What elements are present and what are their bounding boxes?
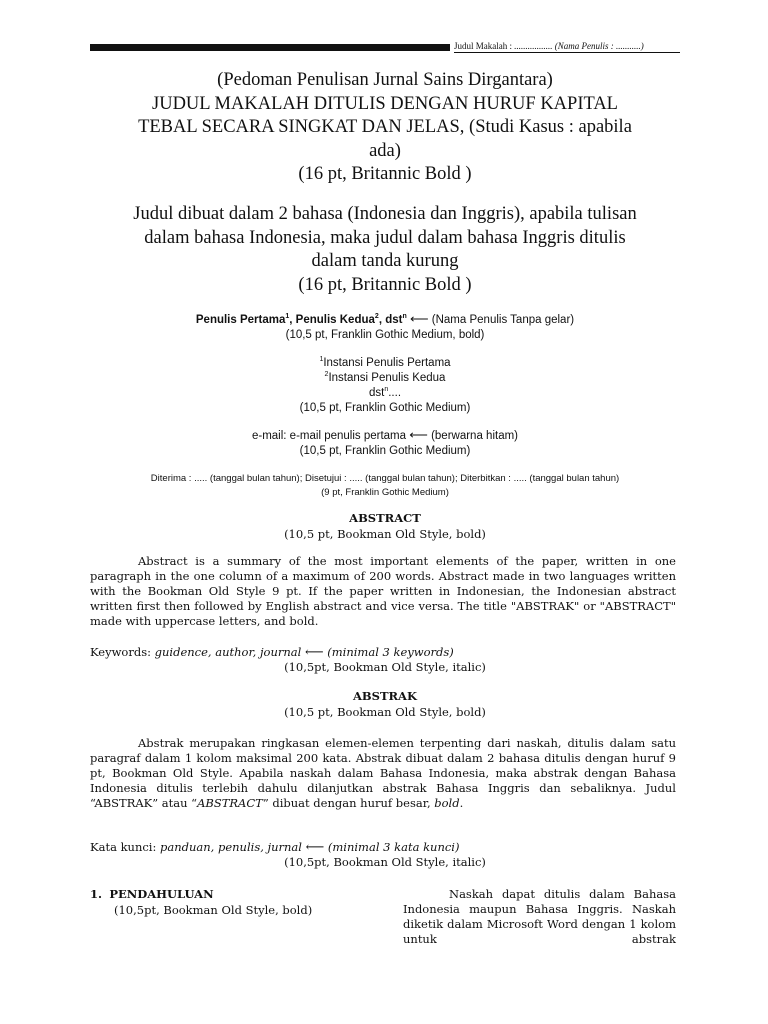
institution-1-sup: 1 [319,356,324,364]
institution-2-name: Instansi Penulis Kedua [328,372,446,384]
left-arrow-icon: ⟵ [409,311,429,326]
abstrak-heading: ABSTRAK [353,689,417,703]
author-rest: , dst [378,314,403,326]
author-line [90,313,680,328]
dates-line: Diterima : ..... (tanggal bulan tahun); Disetujui : ..... (tanggal bulan tahun); Diterbitkan : ..... (tanggal bulan tahun) [150,473,620,484]
section-1-body: Naskah dapat ditulis dalam Bahasa Indonesia maupun Bahasa Inggris. Naskah diketik dalam Microsoft Word dengan 1 kolom untuk abstrak [403,887,676,946]
abstrak-text-bold-italic: bold [434,796,460,810]
section-1-title: PENDAHULUAN [109,887,214,901]
kata-kunci-line [90,840,680,855]
keywords-format-note: (10,5pt, Bookman Old Style, italic) [284,660,486,674]
author-first: Penulis Pertama [195,314,286,326]
author-format-note: (10,5 pt, Franklin Gothic Medium, bold) [285,329,485,341]
author-sep: , [289,314,296,326]
kata-kunci-note: (minimal 3 kata kunci) [327,840,460,854]
author-second-sup: 2 [374,313,379,321]
institution-2 [90,371,680,386]
author-first-sup: 1 [285,313,290,321]
kata-kunci-values: panduan, penulis, jurnal [160,840,302,854]
abstrak-heading-block [90,688,680,720]
keywords-line [90,645,680,660]
title-line-3: TEBAL SECARA SINGKAT DAN JELAS, (Studi Kasus : apabila [138,117,632,137]
email-format-note: (10,5 pt, Franklin Gothic Medium) [299,445,471,457]
abstrak-text-3: . [459,796,464,810]
institution-1 [90,356,680,371]
left-arrow-icon: ⟵ [305,840,325,855]
title-line-2: JUDUL MAKALAH DITULIS DENGAN HURUF KAPITAL [152,93,618,114]
abstract-format-note: (10,5 pt, Bookman Old Style, bold) [284,527,486,541]
header-rule [90,44,450,51]
abstract-text: Abstract is a summary of the most important elements of the paper, written in one paragraph in the one column of a maximum of 200 words. Abstract made in two languages written with the Bookman Old Style 9 pt. If the paper written in Indonesian, the Indonesian abstract written first then followed by English abstract and vice versa. The title "ABSTRAK" or "ABSTRACT" made with uppercase letters, and bold. [90,554,676,628]
subtitle-line-1: Judul dibuat dalam 2 bahasa (Indonesia dan Inggris), apabila tulisan [133,204,637,224]
abstract-body [90,554,676,629]
abstrak-text-1: Abstrak merupakan ringkasan elemen-elemen terpenting dari naskah, ditulis dalam satu paragraf dalam 1 kolom maksimal 200 kata. Abstrak dibuat dalam 2 bahasa ditulis dengan huruf 9 pt, Bookman Old Style. Apabila naskah dalam Bahasa Indonesia, maka abstrak dengan Bahasa Indonesia ditulis terlebih dahulu dilanjutkan abstrak Bahasa Inggris dan sebaliknya. Judul “ABSTRAK” atau “ [90,736,676,810]
running-header [454,41,644,51]
institution-block [90,356,680,416]
section-1-format-note: (10,5pt, Bookman Old Style, bold) [114,903,313,917]
title-block [90,69,680,187]
subtitle-format-note: (16 pt, Britannic Bold ) [298,274,472,295]
header-author-note: (Nama Penulis : ...........) [554,41,644,51]
email-block [90,429,680,459]
header-underline [454,52,680,53]
title-format-note: (16 pt, Britannic Bold ) [298,164,472,184]
author-second: Penulis Kedua [295,314,375,326]
author-rest-sup: n [402,313,407,321]
dates-format-note: (9 pt, Franklin Gothic Medium) [321,487,449,498]
section-1-heading [90,887,214,902]
keywords-label: Keywords: [90,645,151,659]
institution-dst-text: dst [368,387,385,399]
header-label: Judul Makalah : [454,41,512,51]
email-text: e-mail: e-mail penulis pertama [251,430,407,442]
left-arrow-icon: ⟵ [304,645,324,660]
email-line [90,429,680,444]
section-1-column-text [403,887,676,947]
subtitle-line-2: dalam bahasa Indonesia, maka judul dalam bahasa Inggris ditulis [144,227,626,248]
keywords-note: (minimal 3 keywords) [327,645,454,659]
institution-format-note: (10,5 pt, Franklin Gothic Medium) [299,402,471,414]
abstrak-format-note: (10,5 pt, Bookman Old Style, bold) [284,705,486,719]
section-1-number: 1. [90,887,103,901]
title-line-1: (Pedoman Penulisan Jurnal Sains Dirgantara) [217,70,553,90]
kata-kunci-format-note: (10,5pt, Bookman Old Style, italic) [284,855,486,869]
abstrak-text-italic: ABSTRACT [197,796,263,810]
subtitle-block [90,203,680,297]
kata-kunci-label: Kata kunci: [90,840,157,854]
institution-dst-dots: .... [388,387,402,399]
title-line-4: ada) [369,140,401,161]
email-note: (berwarna hitam) [431,430,518,442]
abstrak-text-2: ” dibuat dengan huruf besar, [262,796,435,810]
author-block [90,313,680,343]
abstrak-body [90,736,676,811]
abstract-heading-block [90,510,680,542]
abstract-heading: ABSTRACT [349,511,421,525]
subtitle-line-3: dalam tanda kurung [311,251,459,271]
left-arrow-icon: ⟵ [409,427,428,442]
author-note: (Nama Penulis Tanpa gelar) [431,314,575,326]
header-dots: ................. [514,41,555,51]
dates-block [90,472,680,500]
institution-1-name: Instansi Penulis Pertama [323,357,451,369]
keywords-values: guidence, author, journal [154,645,302,659]
institution-dst [90,386,680,401]
institution-dst-sup: n [384,386,389,394]
institution-2-sup: 2 [324,371,329,379]
